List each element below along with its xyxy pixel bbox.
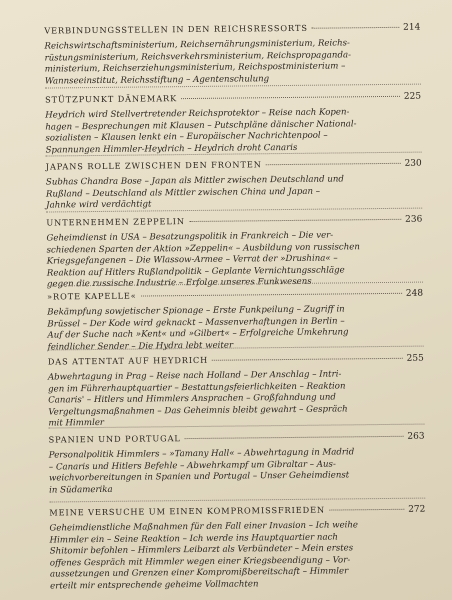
entry-summary <box>49 520 412 593</box>
summary-line: offenes Gespräch mit Himmler wegen einer Kriegsbeendigung – Vor- <box>49 555 351 569</box>
entry-page-number: 230 <box>404 158 422 169</box>
entry-heading: VERBINDUNGSSTELLEN IN DEN REICHSRESSORTS <box>44 22 308 36</box>
summary-line: hagen – Besprechungen mit Klausen – Putschpläne dänischer National- <box>45 118 357 133</box>
dot-leader <box>266 163 401 165</box>
summary-line: Kriegsgefangenen – Die Wlassow-Armee – Verrat der »Drushina« – <box>46 253 338 267</box>
entry-heading-row <box>45 91 421 106</box>
entry-heading-row <box>46 214 422 229</box>
summary-line: Bekämpfung sowjetischer Spionage – Erste Funkpeilung – Zugriff in <box>47 304 345 318</box>
entry-summary <box>48 369 411 431</box>
summary-line: Shitomir befohlen – Himmlers Leibarzt als Verbündeter – Mein erstes <box>49 543 354 557</box>
summary-line: Reichswirtschaftsministerium, Reichsernährungsministerium, Reichs- <box>44 38 350 52</box>
entry-heading: JAPANS ROLLE ZWISCHEN DEN FRONTEN <box>45 159 262 172</box>
summary-line: Auf der Suche nach »Kent« und »Gilbert« – Erfolgreiche Umkehrung <box>47 327 349 341</box>
toc-entry <box>49 431 426 497</box>
summary-line: Personalpolitik Himmlers – »Tamany Hall« – Abwehrtagung in Madrid <box>48 447 355 461</box>
summary-line: Himmler ein – Seine Reaktion – Ich werde ins Hauptquartier nach <box>49 532 338 546</box>
summary-line: Canaris' – Hitlers und Himmlers Ansprachen – Großfahndung und <box>48 392 336 406</box>
summary-line: ministerium, Reichserziehungsministerium, Reichspostministerium – <box>44 61 346 75</box>
summary-line: erteilt mir entsprechende geheime Vollmachten <box>50 579 259 592</box>
entry-heading: SPANIEN UND PORTUGAL <box>48 433 181 445</box>
entry-page-number: 214 <box>403 22 421 33</box>
dot-leader <box>329 509 404 511</box>
summary-line: Rußland – Deutschland als Mittler zwischen China und Japan – <box>45 186 321 200</box>
summary-line: schiedenen Sparten der Aktion »Zeppelin« – Ausbildung von russischen <box>46 241 360 256</box>
entry-page-number: 272 <box>408 504 426 515</box>
dot-leader <box>212 358 402 361</box>
entry-page-number: 255 <box>406 353 424 364</box>
entry-heading: STÜTZPUNKT DÄNEMARK <box>44 93 178 105</box>
summary-line: Abwehrtagung in Prag – Reise nach Holland – Der Anschlag – Intri- <box>47 369 342 383</box>
entry-heading: »ROTE KAPELLE« <box>47 290 137 302</box>
toc-entry <box>46 214 423 292</box>
summary-line: sozialisten – Klausen lenkt ein – Europäischer Nachrichtenpool – <box>45 130 328 144</box>
summary-line: rüstungsministerium, Reichsverkehrsministerium, Reichspropaganda- <box>44 49 352 64</box>
entry-summary <box>46 174 408 213</box>
summary-line: aussetzungen und Grenzen einer Kompromißbereitschaft – Himmler <box>49 566 349 580</box>
entry-heading-row <box>49 504 425 519</box>
summary-line: gegen die russische Industrie – Erfolge unseres Funkwesens <box>46 277 312 290</box>
entry-heading: MEINE VERSUCHE UM EINEN KOMPROMISSFRIEDEN <box>49 504 326 518</box>
toc-entry <box>49 504 426 593</box>
entry-heading-row <box>46 158 422 173</box>
summary-line: Brüssel – Der Kode wird geknackt – Massenverhaftungen in Berlin – <box>47 316 345 330</box>
toc-entry <box>44 22 421 88</box>
dot-leader <box>141 293 402 297</box>
dot-leader <box>185 436 404 439</box>
toc-entry <box>47 288 424 354</box>
entry-page-number: 236 <box>405 214 423 225</box>
toc-entry <box>48 353 425 431</box>
entry-page-number: 263 <box>407 431 425 442</box>
summary-line: in Südamerika <box>49 484 113 496</box>
entry-page-number: 248 <box>405 288 424 299</box>
entry-summary <box>45 107 407 157</box>
summary-line: mit Himmler <box>48 418 105 429</box>
summary-line: Reaktion auf Hitlers Rußlandpolitik – Geplante Vernichtungsschläge <box>46 265 345 279</box>
dot-leader <box>189 219 401 222</box>
entry-page-number: 225 <box>403 91 422 102</box>
dot-leader <box>181 96 400 99</box>
entry-heading: UNTERNEHMEN ZEPPELIN <box>46 216 185 228</box>
toc-entry <box>46 158 423 213</box>
summary-line: feindlicher Sender – Die Hydra lebt weiter <box>47 340 234 353</box>
dot-leader <box>312 27 399 29</box>
entry-summary <box>49 447 411 497</box>
entry-heading-row <box>48 353 424 368</box>
summary-line: Wannseeinstitut, Reichsstiftung – Agentenschulung <box>44 73 270 87</box>
summary-line: weichvorbereitungen in Spanien und Portugal – Unser Geheimdienst <box>48 470 350 484</box>
summary-line: Spannungen Himmler-Heydrich – Heydrich droht Canaris <box>45 142 298 156</box>
summary-line: Subhas Chandra Bose – Japan als Mittler zwischen Deutschland und <box>45 174 344 188</box>
entry-summary <box>44 38 406 88</box>
entry-heading: DAS ATTENTAT AUF HEYDRICH <box>47 354 209 367</box>
section-divider <box>49 498 425 503</box>
toc-entry <box>45 91 422 157</box>
summary-line: Geheimdienst in USA – Besatzungspolitik in Frankreich – Die ver- <box>46 230 334 244</box>
entry-heading-row <box>44 22 420 37</box>
summary-line: Heydrich wird Stellvertretender Reichsprotektor – Reise nach Kopen- <box>45 107 350 121</box>
entry-heading-row <box>49 431 425 446</box>
summary-line: Geheimdienstliche Maßnahmen für den Fall einer Invasion – Ich weihe <box>49 520 359 534</box>
summary-line: Vergeltungsmaßnahmen – Das Geheimnis bleibt gewahrt – Gespräch <box>48 404 348 418</box>
summary-line: gen im Führerhauptquartier – Bestattungsfeierlichkeiten – Reaktion <box>48 380 346 395</box>
summary-line: – Canaris und Hitlers Befehle – Abwehrkampf um Gibraltar – Aus- <box>48 459 336 473</box>
summary-line: Jahnke wird verdächtigt <box>46 199 152 211</box>
